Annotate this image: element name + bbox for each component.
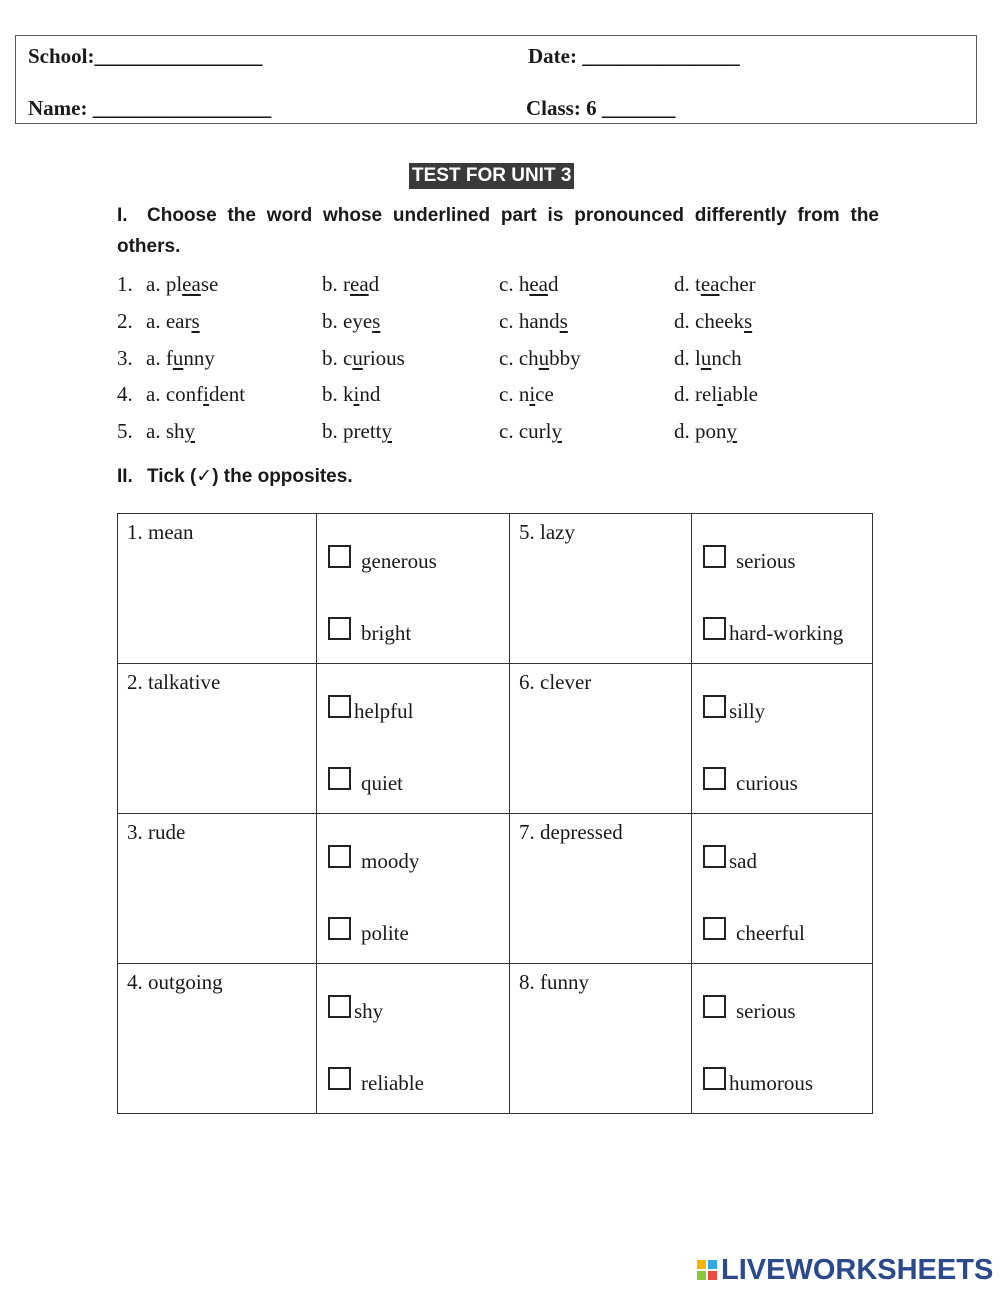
option-text: d. t: [674, 272, 701, 296]
logo-square: [697, 1271, 706, 1280]
choice-label: polite: [361, 921, 409, 945]
underlined-part: ea: [700, 272, 720, 296]
underlined-part: s: [743, 309, 753, 333]
option-text: a. ear: [146, 309, 192, 333]
option-text: c. curl: [499, 419, 552, 443]
option-text: nch: [711, 346, 742, 370]
checkbox[interactable]: [703, 917, 726, 940]
answer-option: [322, 382, 380, 407]
choices-cell: [692, 514, 873, 664]
option-text: b. eye: [322, 309, 373, 333]
choice-option[interactable]: [703, 995, 796, 1024]
option-text: rious: [362, 346, 405, 370]
answer-option: [674, 419, 737, 444]
answer-option: [322, 419, 392, 444]
answer-option: [674, 309, 752, 334]
underlined-part: y: [381, 419, 392, 443]
question-number: 2.: [117, 309, 133, 333]
choice-label: serious: [736, 549, 796, 573]
answer-option: [674, 272, 756, 297]
checkbox[interactable]: [703, 1067, 726, 1090]
choice-option[interactable]: [328, 995, 383, 1024]
option-text: bby: [549, 346, 581, 370]
choice-label: cheerful: [736, 921, 805, 945]
checkbox[interactable]: [328, 767, 351, 790]
option-text: a. sh: [146, 419, 185, 443]
choice-option[interactable]: [328, 845, 419, 874]
choice-label: reliable: [361, 1071, 424, 1095]
option-text: nny: [183, 346, 215, 370]
underlined-part: ea: [529, 272, 548, 296]
option-text: d. rel: [674, 382, 718, 406]
logo-square: [697, 1260, 706, 1269]
option-text: a. pl: [146, 272, 183, 296]
underlined-part: u: [352, 346, 363, 370]
option-text: d: [547, 272, 559, 296]
checkbox[interactable]: [328, 695, 351, 718]
underlined-part: ea: [182, 272, 201, 296]
section-1-number: I.: [117, 205, 128, 226]
checkbox[interactable]: [328, 545, 351, 568]
option-text: c. hand: [499, 309, 560, 333]
liveworksheets-logo: [697, 1253, 993, 1287]
opposites-table: [117, 513, 873, 1114]
option-text: a. f: [146, 346, 173, 370]
checkbox[interactable]: [703, 845, 726, 868]
header-box: [15, 35, 977, 124]
checkbox[interactable]: [328, 617, 351, 640]
choice-label: moody: [361, 849, 420, 873]
option-text: d. cheek: [674, 309, 744, 333]
underlined-part: i: [203, 382, 209, 406]
choice-label: bright: [361, 621, 412, 645]
choice-option[interactable]: [703, 545, 796, 574]
choices-cell: [317, 814, 510, 964]
choices-cell: [692, 964, 873, 1114]
checkbox[interactable]: [703, 995, 726, 1018]
checkbox[interactable]: [328, 917, 351, 940]
question-number: 3.: [117, 346, 133, 370]
option-text: d: [368, 272, 380, 296]
choice-option[interactable]: [328, 1067, 424, 1096]
underlined-part: s: [559, 309, 568, 333]
word-cell: [118, 664, 317, 814]
target-word: 7. depressed: [519, 820, 623, 844]
section-2-instruction: Tick (✓) the opposites.: [147, 466, 353, 487]
choice-option[interactable]: [328, 695, 413, 724]
date-field: Date: _______________: [528, 44, 740, 68]
underlined-part: i: [529, 382, 536, 406]
answer-option: [674, 382, 758, 407]
underlined-part: s: [191, 309, 200, 333]
answer-option: [322, 309, 380, 334]
section-1-instruction: Choose the word whose underlined part is pronounced differently from the others.: [117, 205, 879, 257]
question-row: [117, 346, 817, 376]
option-text: c. h: [499, 272, 530, 296]
answer-option: [499, 419, 562, 444]
answer-option: [322, 346, 405, 371]
question-number: 5.: [117, 419, 133, 443]
answer-option: [146, 272, 218, 297]
word-cell: [510, 664, 692, 814]
target-word: 4. outgoing: [127, 970, 223, 994]
choice-label: serious: [736, 999, 796, 1023]
checkbox[interactable]: [328, 995, 351, 1018]
underlined-part: u: [172, 346, 184, 370]
choice-label: silly: [729, 699, 766, 723]
choices-cell: [692, 664, 873, 814]
answer-option: [499, 382, 554, 407]
target-word: 1. mean: [127, 520, 194, 544]
choice-option[interactable]: [703, 917, 805, 946]
section-2-heading: [117, 461, 879, 492]
choice-label: humorous: [729, 1071, 813, 1095]
table-row: [118, 964, 873, 1114]
option-text: c. ch: [499, 346, 539, 370]
question-row: [117, 272, 817, 302]
underlined-part: i: [353, 382, 360, 406]
choice-option[interactable]: [328, 617, 411, 646]
choice-option[interactable]: [328, 767, 403, 796]
choices-cell: [317, 514, 510, 664]
target-word: 5. lazy: [519, 520, 575, 544]
table-row: [118, 664, 873, 814]
option-text: b. r: [322, 272, 350, 296]
table-row: [118, 814, 873, 964]
question-row: [117, 382, 817, 412]
option-text: d. pon: [674, 419, 727, 443]
page-title: TEST FOR UNIT 3: [409, 163, 574, 189]
question-row: [117, 309, 817, 339]
checkbox[interactable]: [703, 767, 726, 790]
checkbox[interactable]: [328, 845, 351, 868]
answer-option: [499, 272, 558, 297]
option-text: a. conf: [146, 382, 204, 406]
logo-mark-icon: [697, 1260, 717, 1280]
checkbox[interactable]: [703, 545, 726, 568]
choice-option[interactable]: [703, 767, 798, 796]
question-number: 1.: [117, 272, 133, 296]
choice-option[interactable]: [703, 617, 843, 646]
target-word: 3. rude: [127, 820, 186, 844]
underlined-part: y: [726, 419, 737, 443]
target-word: 6. clever: [519, 670, 592, 694]
word-cell: [118, 964, 317, 1114]
option-text: b. k: [322, 382, 354, 406]
answer-option: [146, 382, 245, 407]
choice-option[interactable]: [328, 545, 437, 574]
school-field: School:________________: [28, 44, 263, 68]
choices-cell: [317, 664, 510, 814]
option-text: ce: [535, 382, 554, 406]
choice-label: generous: [361, 549, 437, 573]
checkbox[interactable]: [328, 1067, 351, 1090]
underlined-part: y: [551, 419, 562, 443]
logo-square: [708, 1271, 717, 1280]
answer-option: [674, 346, 742, 371]
word-cell: [118, 814, 317, 964]
target-word: 2. talkative: [127, 670, 221, 694]
word-cell: [118, 514, 317, 664]
word-cell: [510, 964, 692, 1114]
section-1-heading: [117, 200, 879, 262]
answer-option: [499, 346, 581, 371]
checkbox[interactable]: [703, 617, 726, 640]
option-text: dent: [208, 382, 246, 406]
question-number: 4.: [117, 382, 133, 406]
choices-cell: [317, 964, 510, 1114]
name-field: Name: _________________: [28, 96, 272, 120]
choice-option[interactable]: [703, 845, 757, 874]
choice-label: sad: [729, 849, 757, 873]
logo-square: [708, 1260, 717, 1269]
class-field: Class: 6 _______: [526, 96, 676, 120]
option-text: c. n: [499, 382, 530, 406]
underlined-part: i: [717, 382, 723, 406]
choice-option[interactable]: [703, 1067, 813, 1096]
underlined-part: u: [538, 346, 550, 370]
option-text: d. l: [674, 346, 701, 370]
underlined-part: y: [184, 419, 195, 443]
choice-label: quiet: [361, 771, 403, 795]
section-2-number: II.: [117, 466, 133, 487]
answer-option: [146, 346, 215, 371]
option-text: b. c: [322, 346, 353, 370]
checkbox[interactable]: [703, 695, 726, 718]
answer-option: [146, 309, 200, 334]
answer-option: [146, 419, 195, 444]
option-text: b. prett: [322, 419, 382, 443]
table-row: [118, 514, 873, 664]
answer-option: [499, 309, 568, 334]
choices-cell: [692, 814, 873, 964]
choice-label: hard-working: [729, 621, 844, 645]
choice-label: helpful: [354, 699, 414, 723]
word-cell: [510, 514, 692, 664]
question-row: [117, 419, 817, 449]
answer-option: [322, 272, 379, 297]
choice-label: shy: [354, 999, 384, 1023]
choice-label: curious: [736, 771, 798, 795]
choice-option[interactable]: [328, 917, 409, 946]
word-cell: [510, 814, 692, 964]
logo-text: LIVEWORKSHEETS: [721, 1253, 994, 1286]
option-text: nd: [359, 382, 381, 406]
underlined-part: u: [700, 346, 712, 370]
underlined-part: s: [372, 309, 381, 333]
option-text: able: [723, 382, 758, 406]
option-text: cher: [719, 272, 756, 296]
option-text: se: [200, 272, 219, 296]
target-word: 8. funny: [519, 970, 589, 994]
choice-option[interactable]: [703, 695, 765, 724]
underlined-part: ea: [350, 272, 369, 296]
